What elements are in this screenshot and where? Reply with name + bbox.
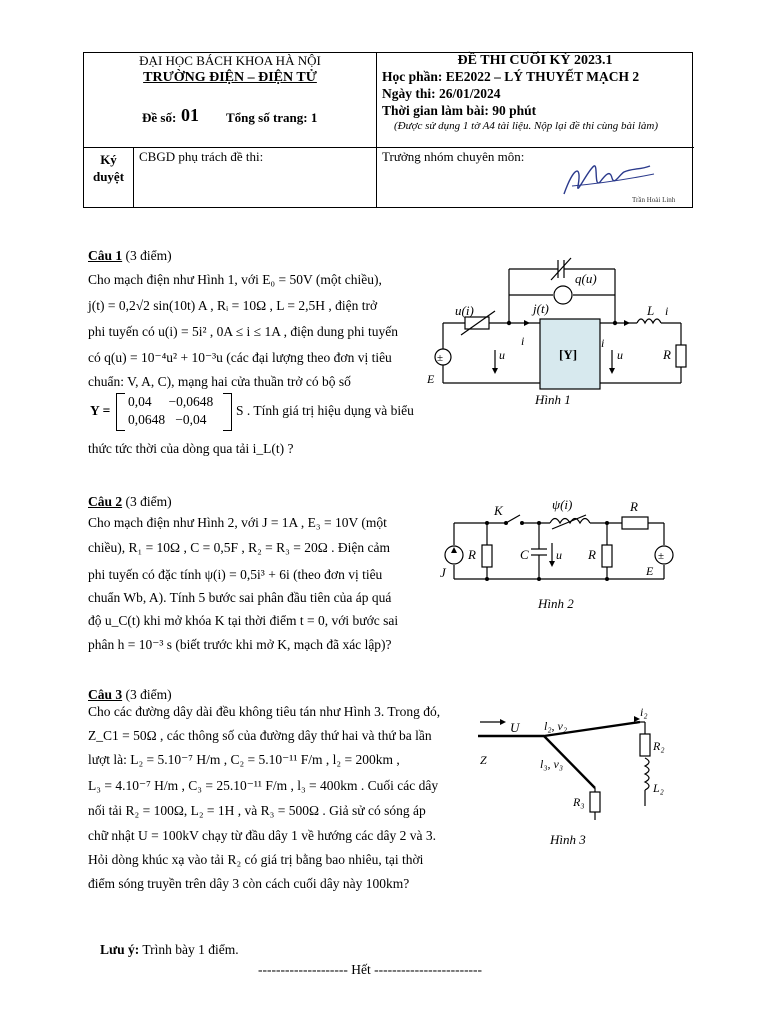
svg-text:ψ(i): ψ(i)	[552, 497, 573, 512]
signature	[554, 156, 684, 206]
q3-line-3: lượt là: L₂ = 5.10⁻⁷ H/m , C₂ = 5.10⁻¹¹ F/m , l₂ = 200km ,	[88, 752, 400, 767]
q1-line-3: phi tuyến có u(i) = 5i² , 0A ≤ i ≤ 1A , điện dung phi tuyến	[88, 324, 398, 339]
q2-line-2: chiều), R₁ = 10Ω , C = 0,5F , R₂ = R₃ = 20Ω . Điện cảm	[88, 540, 390, 555]
q3-points: (3 điểm)	[125, 687, 172, 702]
svg-text:l₃, v₃: l₃, v₃	[540, 757, 564, 771]
load-resistor-icon	[676, 345, 686, 367]
end-marker: -------------------- Hết ------------------------	[258, 962, 483, 977]
svg-text:L: L	[647, 303, 655, 318]
q2-title: Câu 2	[88, 494, 123, 509]
svg-text:E: E	[646, 564, 654, 578]
q1-line-4: có q(u) = 10⁻⁴u² + 10⁻³u (các đại lượng theo đơn vị tiêu	[88, 350, 392, 365]
q3-line-6: chữ nhật U = 100kV chạy từ đầu dây 1 về hướng các dây 2 và 3.	[88, 828, 436, 843]
exam-header-table	[83, 52, 693, 208]
q1-line-last: thức tức thời của dòng qua tải i_L(t) ?	[88, 441, 294, 456]
exam-number-label: Đề số:	[142, 110, 177, 125]
note-label: Lưu ý:	[100, 942, 140, 957]
q1-line-2: j(t) = 0,2√2 sin(10t) A , Rᵢ = 10Ω , L = 2,5H , điện trở	[88, 298, 378, 313]
exam-date: Ngày thi: 26/01/2024	[382, 86, 501, 101]
figure-3-lines	[470, 700, 685, 852]
q3-line-1: Cho các đường dây dài đều không tiêu tán như Hình 3. Trong đó,	[88, 704, 441, 719]
course-name: Học phần: EE2022 – LÝ THUYẾT MẠCH 2	[382, 69, 640, 84]
svg-text:J: J	[440, 565, 446, 580]
svg-text:R: R	[468, 547, 476, 562]
q2-points: (3 điểm)	[125, 494, 172, 509]
approve-label: Ký duyệt	[92, 152, 125, 184]
svg-text:K: K	[494, 503, 503, 518]
q2-line-3: phi tuyến có đặc tính ψ(i) = 0,5i³ + 6i (theo đơn vị tiêu	[88, 567, 383, 582]
matrix-row-2: 0,0648 −0,04	[128, 412, 207, 427]
svg-text:±: ±	[437, 352, 444, 364]
footer-note	[100, 942, 239, 958]
signature-name: Trần Hoài Linh	[632, 196, 676, 204]
figure-2-circuit	[432, 495, 687, 615]
matrix-suffix: S . Tính giá trị hiệu dụng và biểu	[236, 403, 414, 418]
note-text: Trình bày 1 điểm.	[142, 942, 239, 957]
inductor-icon	[637, 319, 661, 323]
q3-line-7: Hỏi dòng khúc xạ vào tải R₂ có giá trị bằng bao nhiêu, tại thời	[88, 852, 424, 867]
svg-text:q(u): q(u)	[575, 271, 597, 286]
q2-line-6: phân h = 10⁻³ s (biết trước khi mở K, mạch đã xác lập)?	[88, 637, 392, 652]
svg-text:R₃: R₃	[573, 795, 585, 809]
svg-text:Z: Z	[480, 753, 487, 767]
svg-text:i: i	[601, 336, 605, 350]
svg-text:i: i	[665, 304, 669, 318]
svg-text:i₂: i₂	[640, 705, 648, 719]
q3-line-2: Z_C1 = 50Ω , các thông số của đường dây thứ hai và thứ ba lần	[88, 728, 432, 743]
svg-text:R: R	[588, 547, 596, 562]
svg-text:u(i): u(i)	[455, 303, 474, 318]
q3-title: Câu 3	[88, 687, 123, 702]
matrix-row-1: 0,04 −0,0648	[128, 394, 214, 409]
svg-text:±: ±	[658, 550, 665, 562]
load-inductor-l2-icon	[645, 758, 649, 790]
exam-duration: Thời gian làm bài: 90 phút	[382, 103, 537, 118]
svg-text:U: U	[510, 720, 520, 735]
q2-line-1: Cho mạch điện như Hình 2, với J = 1A , E₃ = 10V (một	[88, 515, 387, 530]
head-label: Trưởng nhóm chuyên môn:	[382, 149, 525, 164]
svg-text:u: u	[499, 348, 505, 362]
q1-title: Câu 1	[88, 248, 123, 263]
svg-text:C: C	[520, 547, 529, 562]
svg-text:i: i	[521, 334, 525, 348]
load-resistor-r2-icon	[640, 734, 650, 756]
q3-line-5: nối tải R₂ = 100Ω, L₂ = 1H , và R₃ = 500Ω . Giả sử có sóng áp	[88, 803, 426, 818]
svg-text:E: E	[427, 372, 435, 386]
q1-line-1: Cho mạch điện như Hình 1, với E₀ = 50V (một chiều),	[88, 272, 382, 287]
exam-number: 01	[181, 105, 199, 125]
current-source-icon	[554, 286, 572, 304]
resistor-r2-icon	[602, 545, 612, 567]
svg-text:R₂: R₂	[653, 739, 665, 753]
resistor-r1-icon	[482, 545, 492, 567]
figure-1-circuit	[425, 255, 700, 405]
page-count: Tổng số trang: 1	[226, 110, 318, 125]
q1-points: (3 điểm)	[125, 248, 172, 263]
q1-matrix-line: Y = 0,04 −0,0648 0,0648 −0,04 S . Tính giá trị hiệu dụng và biểu	[88, 393, 418, 433]
svg-text:L₂: L₂	[653, 781, 664, 795]
figure-2-caption: Hình 2	[538, 596, 574, 611]
figure-3-caption: Hình 3	[550, 832, 586, 847]
figure-1-caption: Hình 1	[535, 392, 571, 405]
q1-line-5: chuẩn: V, A, C), mạng hai cửa thuần trở có bộ số	[88, 374, 351, 389]
exam-note: (Được sử dụng 1 tờ A4 tài liệu. Nộp lại đề thi cùng bài làm)	[394, 120, 658, 132]
exam-title: ĐỀ THI CUỐI KỲ 2023.1	[457, 53, 613, 68]
q2-line-5: độ u_C(t) khi mở khóa K tại thời điểm t = 0, với bước sai	[88, 613, 399, 628]
svg-text:[Y]: [Y]	[559, 347, 578, 362]
q3-heading	[88, 686, 172, 704]
svg-text:R: R	[663, 347, 671, 362]
q2-line-4: chuẩn Wb, A). Tính 5 bước sai phân đầu tiên của áp quá	[88, 590, 392, 605]
q3-line-8: điểm sóng truyền trên dây 3 còn cách cuối dây này 100km?	[88, 876, 410, 891]
svg-text:R: R	[630, 499, 638, 514]
q2-heading	[88, 493, 172, 511]
q1-heading	[88, 247, 172, 265]
school-name: TRƯỜNG ĐIỆN – ĐIỆN TỬ	[143, 70, 317, 85]
lecturer-label: CBGD phụ trách đề thi:	[139, 149, 264, 164]
svg-text:u: u	[556, 548, 562, 562]
university-name: ĐẠI HỌC BÁCH KHOA HÀ NỘI	[139, 53, 321, 68]
svg-text:u: u	[617, 348, 623, 362]
q3-line-4: L₃ = 4.10⁻⁷ H/m , C₃ = 25.10⁻¹¹ F/m , l₃ = 400km . Cuối các dây	[88, 778, 439, 793]
load-resistor-r3-icon	[590, 792, 600, 812]
svg-text:j(t): j(t)	[533, 301, 549, 316]
svg-text:l₂, v₂: l₂, v₂	[544, 719, 568, 733]
